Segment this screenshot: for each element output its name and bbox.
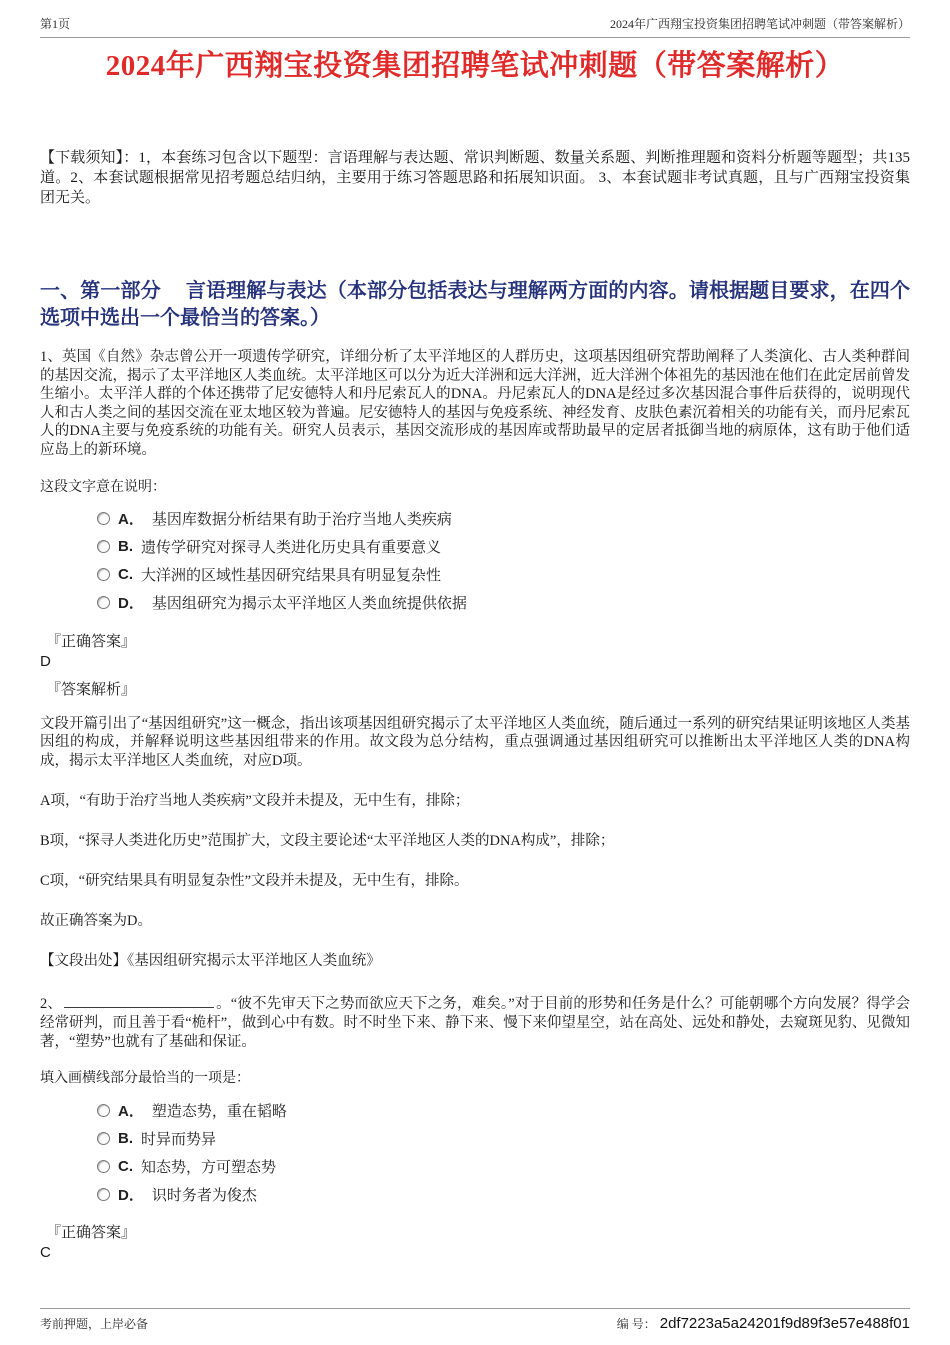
- page-footer: [40, 1308, 910, 1332]
- option-letter: B.: [118, 1129, 133, 1147]
- blank-underline: [64, 994, 214, 1008]
- question-2-option-c[interactable]: [97, 1152, 910, 1180]
- question-1-analysis-paragraph: 文段开篇引出了“基因组研究”这一概念，指出该项基因组研究揭示了太平洋地区人类血统，随后通过一系列的研究结果证明该地区人类基因组的构成，并解释说明这些基因组带来的作用。故文段为总分结构，重点强调通过基因组研究可以推断出太平洋地区人类的DNA构成，揭示太平洋地区人类血统，对应D项。: [40, 715, 910, 769]
- option-letter: C.: [118, 566, 133, 584]
- question-1-analysis-label: 『答案解析』: [46, 681, 137, 698]
- option-letter: D．: [118, 595, 144, 613]
- question-2-option-b[interactable]: [97, 1124, 910, 1152]
- question-2-prompt: 填入画横线部分最恰当的一项是：: [40, 1071, 250, 1087]
- page-title: 2024年广西翔宝投资集团招聘笔试冲刺题（带答案解析）: [105, 50, 845, 82]
- option-text: 基因组研究为揭示太平洋地区人类血统提供依据: [151, 596, 467, 613]
- option-text: 时异而势异: [141, 1131, 217, 1148]
- question-2-correct-answer-value: C: [40, 1244, 51, 1262]
- page-header: [40, 0, 910, 38]
- question-1-option-c[interactable]: [97, 561, 910, 589]
- option-text: 识时务者为俊杰: [151, 1187, 257, 1204]
- question-1-stem: 1、英国《自然》杂志曾公开一项遗传学研究，详细分析了太平洋地区的人群历史，这项基因组研究帮助阐释了人类演化、古人类种群间的基因交流，揭示了太平洋地区人类血统。太平洋地区可以分为近大洋洲和远大洋洲，近大洋洲个体祖先的基因池在他们在此定居前曾发生缩小。太平洋人群的个体还携带了尼安德特人和丹尼索瓦人的DNA。丹尼索瓦人的DNA是经过多次基因混合事件后获得的，说明现代人和古人类之间的基因交流在亚太地区较为普遍。尼安德特人的基因与免疫系统、神经发育、皮肤色素沉着相关的功能有关，而丹尼索瓦人的DNA主要与免疫系统的功能有关。研究人员表示，基因交流形成的基因库或帮助最早的定居者抵御当地的病原体，这有助于他们适应岛上的新环境。: [40, 349, 910, 458]
- option-letter: B.: [118, 538, 133, 556]
- question-2-number: 2、: [40, 996, 63, 1013]
- question-2-option-d[interactable]: [97, 1180, 910, 1208]
- question-2-options: [97, 1096, 910, 1208]
- option-text: 塑造态势，重在韬略: [151, 1103, 287, 1120]
- question-2-correct-answer-label: 『正确答案』: [46, 1225, 137, 1242]
- radio-button-icon[interactable]: [97, 596, 110, 609]
- radio-button-icon[interactable]: [97, 1160, 110, 1173]
- question-1-option-b[interactable]: [97, 533, 910, 561]
- section-heading: 一、第一部分 言语理解与表达（本部分包括表达与理解两方面的内容。请根据题目要求，在四个选项中选出一个最恰当的答案。）: [40, 280, 910, 329]
- question-2-option-a[interactable]: [97, 1096, 910, 1124]
- question-1-analysis-option-c: C项，“研究结果具有明显复杂性”文段并未提及，无中生有，排除。: [40, 873, 469, 890]
- question-1-options: [97, 505, 910, 617]
- radio-button-icon[interactable]: [97, 540, 110, 553]
- option-text: 遗传学研究对探寻人类进化历史具有重要意义: [141, 540, 442, 557]
- question-2-stem-text: 。“彼不先审天下之势而欲应天下之务，难矣。”对于目前的形势和任务是什么？可能朝哪个方向发展？得学会经常研判，而且善于看“桅杆”，做到心中有数。时不时坐下来、静下来、慢下来仰望星空，站在高处、远处和静处，去窥斑见豹、见微知著，“塑势”也就有了基础和保证。: [40, 996, 910, 1050]
- question-1-source: 【文段出处】《基因组研究揭示太平洋地区人类血统》: [40, 953, 381, 970]
- footer-document-number: [617, 1315, 910, 1332]
- footer-number-value: 2df7223a5a24201f9d89f3e57e488f01: [659, 1315, 910, 1332]
- radio-button-icon[interactable]: [97, 1132, 110, 1145]
- radio-button-icon[interactable]: [97, 512, 110, 525]
- question-1-correct-answer-label: 『正确答案』: [46, 633, 137, 650]
- radio-button-icon[interactable]: [97, 1104, 110, 1117]
- footer-number-label: 编 号：: [616, 1317, 656, 1331]
- option-text: 知态势，方可塑态势: [141, 1159, 277, 1176]
- footer-slogan: 考前押题，上岸必备: [40, 1317, 149, 1331]
- radio-button-icon[interactable]: [97, 1188, 110, 1201]
- download-notice: 【下载须知】：1，本套练习包含以下题型：言语理解与表达题、常识判断题、数量关系题、判断推理题和资料分析题等题型；共135道。2、本套试题根据常见招考题总结归纳，主要用于练习答题思路和拓展知识面。 3、本套试题非考试真题，且与广西翔宝投资集团无关。: [40, 150, 910, 206]
- question-1-option-a[interactable]: [97, 505, 910, 533]
- header-page-number: 第1页: [40, 17, 71, 31]
- option-letter: A．: [118, 511, 144, 529]
- option-letter: A．: [118, 1102, 144, 1120]
- question-1-correct-answer-value: D: [40, 652, 51, 670]
- option-text: 大洋洲的区域性基因研究结果具有明显复杂性: [141, 568, 442, 585]
- option-text: 基因库数据分析结果有助于治疗当地人类疾病: [151, 512, 452, 529]
- question-1-prompt: 这段文字意在说明：: [40, 479, 166, 495]
- radio-button-icon[interactable]: [97, 568, 110, 581]
- option-letter: D．: [118, 1186, 144, 1204]
- question-1-analysis-option-a: A项，“有助于治疗当地人类疾病”文段并未提及，无中生有，排除；: [40, 793, 470, 810]
- header-doc-title: 2024年广西翔宝投资集团招聘笔试冲刺题（带答案解析）: [609, 17, 910, 31]
- question-2-stem: [40, 994, 910, 1051]
- option-letter: C.: [118, 1157, 133, 1175]
- question-1-analysis-option-b: B项，“探寻人类进化历史”范围扩大，文段主要论述“太平洋地区人类的DNA构成”，排除；: [40, 833, 615, 850]
- question-1-analysis-conclusion: 故正确答案为D。: [40, 913, 152, 930]
- question-1-option-d[interactable]: [97, 589, 910, 617]
